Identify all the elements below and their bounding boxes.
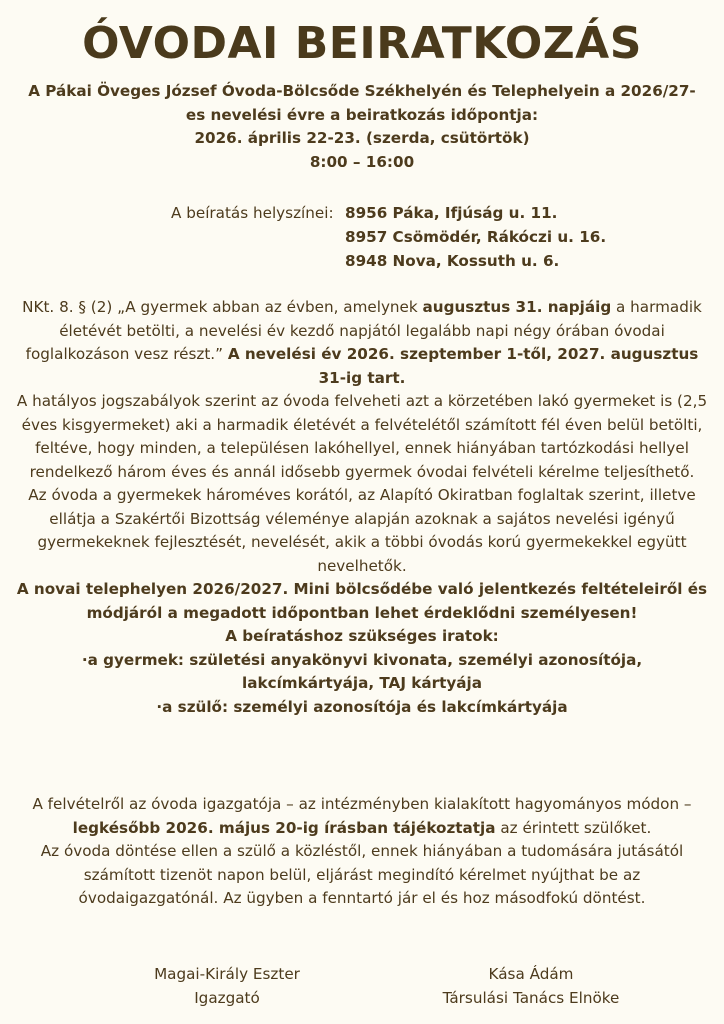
main-text-block bbox=[12, 296, 712, 719]
documents-heading: A beíratáshoz szükséges iratok: bbox=[225, 627, 499, 645]
location-csomoder: 8957 Csömödér, Rákóczi u. 16. bbox=[345, 228, 607, 246]
page-title: ÓVODAI BEIRATKOZÁS bbox=[82, 18, 642, 69]
intro-time: 8:00 – 16:00 bbox=[309, 152, 415, 171]
intro-date: 2026. április 22-23. (szerda, csütörtök) bbox=[194, 129, 530, 147]
documents-child: ·a gyermek: születési anyakönyvi kivonata, személyi azonosítója, lakcímkártyája, TAJ kártyája bbox=[81, 650, 643, 692]
signature-role: Társulási Tanács Elnöke bbox=[442, 989, 620, 1007]
locations-label: A beíratás helyszínei: bbox=[171, 204, 334, 222]
signature-name: Magai-Király Eszter bbox=[154, 965, 300, 983]
intro-line-2: es nevelési évre a beiratkozás időpontja: bbox=[185, 105, 539, 124]
documents-parent: ·a szülő: személyi azonosítója és lakcímkártyája bbox=[156, 697, 568, 716]
location-nova: 8948 Nova, Kossuth u. 6. bbox=[345, 252, 560, 270]
decision-paragraph: A felvételről az óvoda igazgatója – az intézményben kialakított hagyományos módon – legkésőbb 2026. május 20-ig írásban tájékoztatja az érintett szülőket. bbox=[32, 795, 692, 837]
nursery-notice: A novai telephelyen 2026/2027. Mini bölcsődébe való jelentkezés feltételeiről és módjáról a megadott időpontban lehet érdeklődni személyesen! bbox=[16, 580, 708, 622]
signature-name: Kása Ádám bbox=[488, 965, 574, 983]
law-paragraph: NKt. 8. § (2) „A gyermek abban az évben, amelynek augusztus 31. napjáig a harmadik életévét betölti, a nevelési év kezdő napjától legalább napi négy órában óvodai foglalkozáson vesz részt.” A nevelési év 2026. szeptember 1-től, 2027. augusztus 31-ig tart. bbox=[22, 298, 702, 387]
special-needs-paragraph: Az óvoda a gyermekek hároméves korától, az Alapító Okiratban foglaltak szerint, illetve ellátja a Szakértői Bizottság véleménye alapján azoknak a sajátos nevelési igényű gyermekeknek fejlesztését, nevelését, akik a többi óvodás korú gyermekekkel együtt nevelhetők. bbox=[28, 486, 696, 575]
signature-role: Igazgató bbox=[194, 989, 260, 1007]
intro-line-1: A Pákai Öveges József Óvoda-Bölcsőde Székhelyén és Telephelyein a 2026/27- bbox=[28, 82, 696, 100]
intro-block bbox=[12, 80, 712, 174]
decision-block bbox=[12, 793, 712, 911]
location-paka: 8956 Páka, Ifjúság u. 11. bbox=[345, 204, 558, 222]
signature-director bbox=[107, 962, 347, 1010]
signature-council-chair bbox=[411, 962, 651, 1010]
appeal-paragraph: Az óvoda döntése ellen a szülő a közléstől, ennek hiányában a tudomására jutásától számított tizenöt napon belül, eljárást megindító kérelmet nyújthat be az óvodaigazgatónál. Az ügyben a fenntartó jár el és hoz másodfokú döntést. bbox=[40, 842, 684, 907]
admission-paragraph: A hatályos jogszabályok szerint az óvoda felveheti azt a körzetében lakó gyermeket is (2,5 éves kisgyermeket) aki a harmadik életévét a felvételétől számított fél éven belül betölti, feltéve, hogy minden, a településen lakóhellyel, ennek hiányában tartózkodási hellyel rendelkező három éves és annál idősebb gyermek óvodai felvételi kérelme teljesíthető. bbox=[16, 392, 708, 481]
